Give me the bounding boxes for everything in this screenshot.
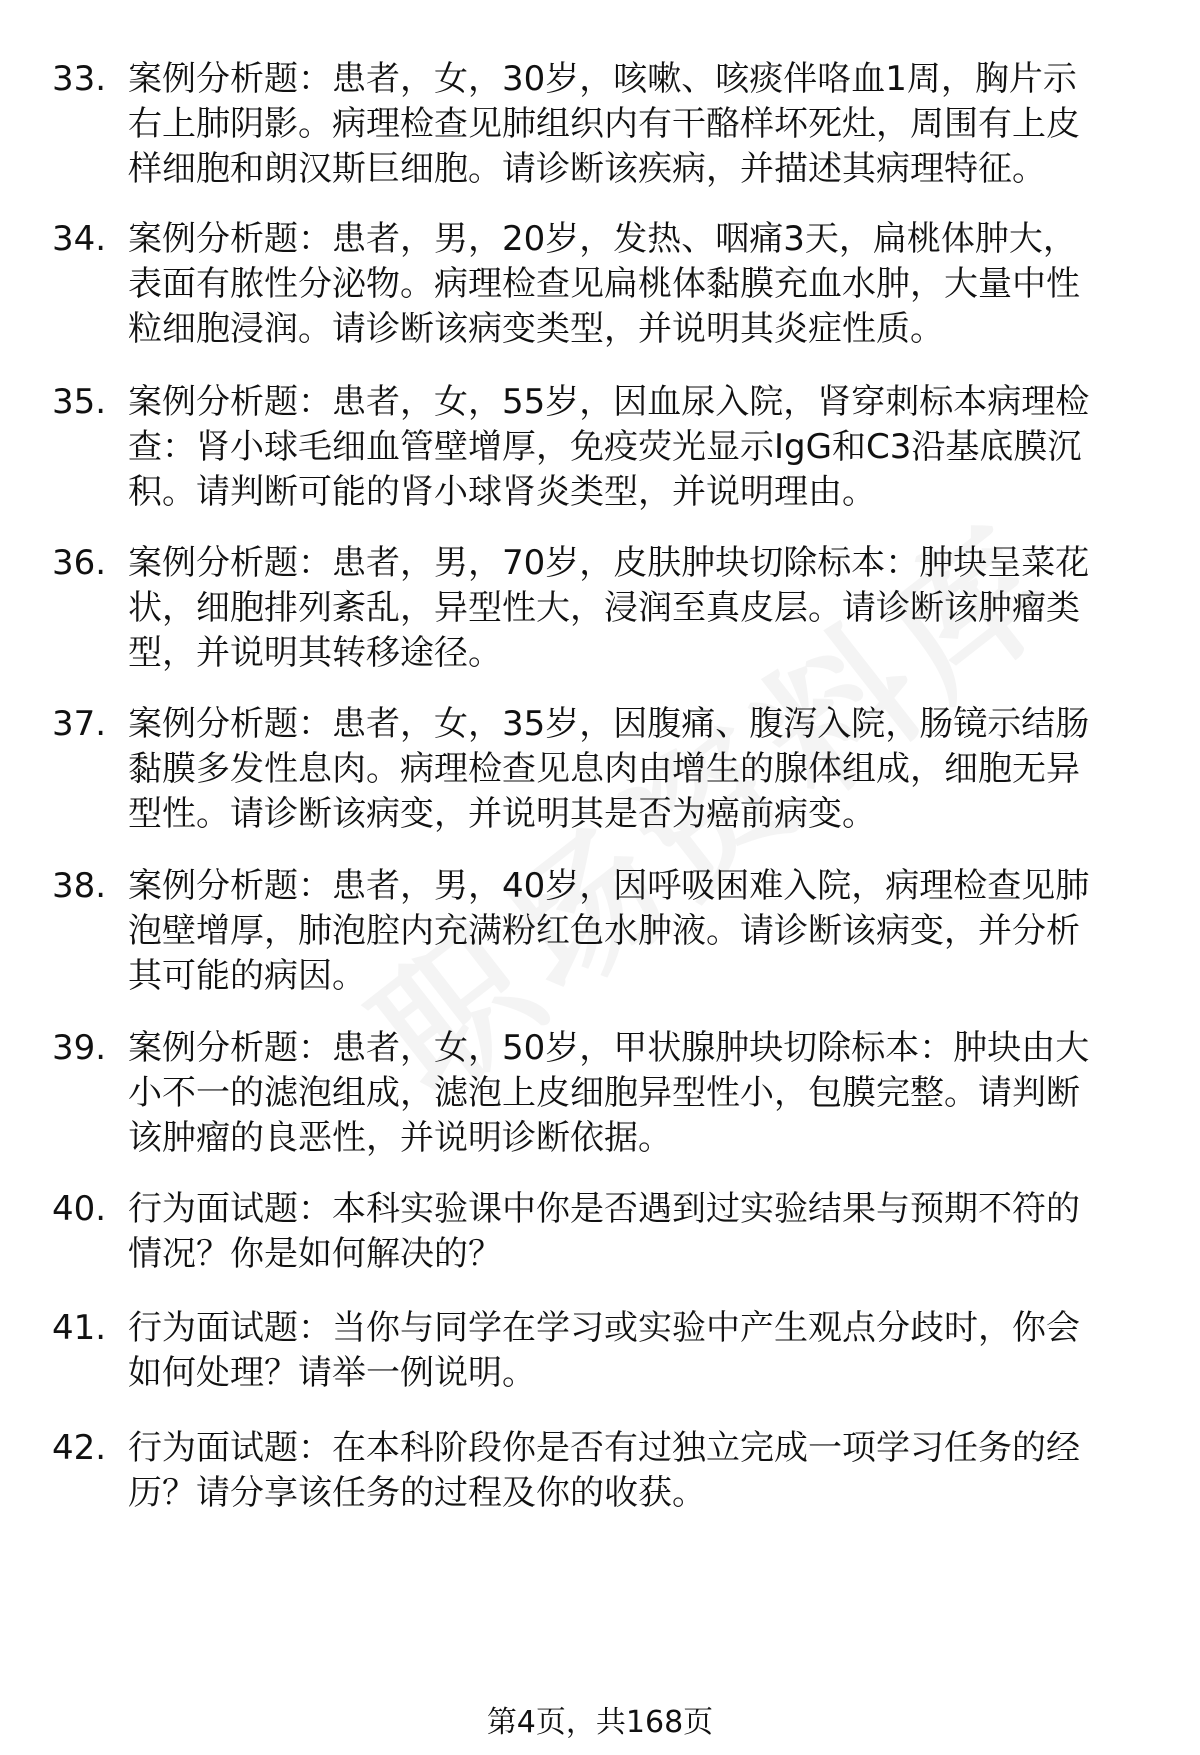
question-number: 36. (52, 543, 107, 583)
question-line: 如何处理？请举一例说明。 (128, 1353, 536, 1393)
question-line: 黏膜多发性息肉。病理检查见息肉由增生的腺体组成，细胞无异 (128, 749, 1080, 789)
question-number: 34. (52, 219, 107, 259)
question-line: 型性。请诊断该病变，并说明其是否为癌前病变。 (128, 794, 876, 834)
question-item (0, 216, 1200, 386)
question-item (0, 1025, 1200, 1195)
question-line: 粒细胞浸润。请诊断该病变类型，并说明其炎症性质。 (128, 309, 944, 349)
question-item (0, 1425, 1200, 1595)
question-number: 41. (52, 1308, 107, 1348)
question-line: 查：肾小球毛细血管壁增厚，免疫荧光显示IgG和C3沿基底膜沉 (128, 427, 1082, 467)
question-line: 积。请判断可能的肾小球肾炎类型，并说明理由。 (128, 472, 876, 512)
question-line: 行为面试题：本科实验课中你是否遇到过实验结果与预期不符的 (128, 1189, 1080, 1229)
question-line: 行为面试题：当你与同学在学习或实验中产生观点分歧时，你会 (128, 1308, 1080, 1348)
question-number: 37. (52, 704, 107, 744)
question-line: 案例分析题：患者，女，35岁，因腹痛、腹泻入院，肠镜示结肠 (128, 704, 1090, 744)
question-line: 情况？你是如何解决的？ (128, 1234, 502, 1274)
question-item (0, 379, 1200, 549)
question-line: 型，并说明其转移途径。 (128, 633, 502, 673)
question-line: 小不一的滤泡组成，滤泡上皮细胞异型性小，包膜完整。请判断 (128, 1073, 1080, 1113)
question-number: 35. (52, 382, 107, 422)
question-line: 样细胞和朗汉斯巨细胞。请诊断该疾病，并描述其病理特征。 (128, 149, 1046, 189)
question-number: 42. (52, 1428, 107, 1468)
question-line: 行为面试题：在本科阶段你是否有过独立完成一项学习任务的经 (128, 1428, 1080, 1468)
question-line: 泡壁增厚，肺泡腔内充满粉红色水肿液。请诊断该病变，并分析 (128, 911, 1080, 951)
question-item (0, 56, 1200, 226)
question-item (0, 863, 1200, 1033)
question-number: 39. (52, 1028, 107, 1068)
question-line: 表面有脓性分泌物。病理检查见扁桃体黏膜充血水肿，大量中性 (128, 264, 1080, 304)
page-footer: 第4页，共168页 (486, 1705, 714, 1740)
question-number: 40. (52, 1189, 107, 1229)
question-line: 案例分析题：患者，男，20岁，发热、咽痛3天，扁桃体肿大， (128, 219, 1077, 259)
question-line: 案例分析题：患者，女，50岁，甲状腺肿块切除标本：肿块由大 (128, 1028, 1090, 1068)
question-line: 案例分析题：患者，男，70岁，皮肤肿块切除标本：肿块呈菜花 (128, 543, 1090, 583)
question-item (0, 701, 1200, 871)
question-line: 案例分析题：患者，女，55岁，因血尿入院，肾穿刺标本病理检 (128, 382, 1090, 422)
question-line: 历？请分享该任务的过程及你的收获。 (128, 1473, 706, 1513)
question-line: 案例分析题：患者，女，30岁，咳嗽、咳痰伴咯血1周，胸片示 (128, 59, 1077, 99)
question-line: 右上肺阴影。病理检查见肺组织内有干酪样坏死灶，周围有上皮 (128, 104, 1080, 144)
question-line: 该肿瘤的良恶性，并说明诊断依据。 (128, 1118, 672, 1158)
question-number: 33. (52, 59, 107, 99)
question-item (0, 540, 1200, 710)
question-line: 其可能的病因。 (128, 956, 366, 996)
question-line: 状，细胞排列紊乱，异型性大，浸润至真皮层。请诊断该肿瘤类 (128, 588, 1080, 628)
question-line: 案例分析题：患者，男，40岁，因呼吸困难入院，病理检查见肺 (128, 866, 1090, 906)
question-number: 38. (52, 866, 107, 906)
